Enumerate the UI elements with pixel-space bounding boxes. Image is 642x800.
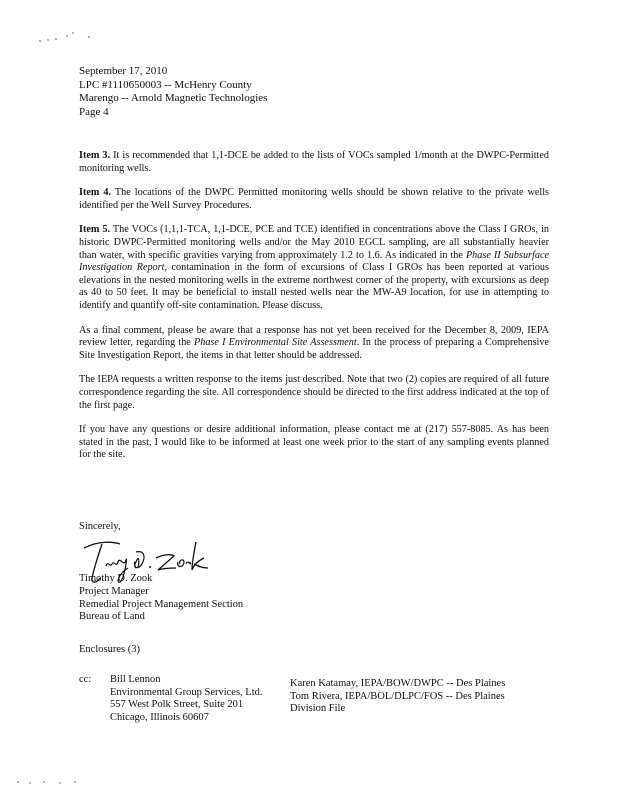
cc-other-recipients <box>290 678 505 716</box>
final-comment-text-a: As a final comment, please be aware that a response has not yet been received for the December 8, 2009, IEPA review letter, regarding the <box>79 324 549 349</box>
signer-section: Remedial Project Management Section <box>79 598 244 610</box>
cc-recipient-line: Karen Katamay, IEPA/BOW/DWPC -- Des Plaines <box>290 678 506 689</box>
lpc-number: LPC #1110650003 -- McHenry County <box>79 78 252 91</box>
cc-recipient-line: Division File <box>290 703 346 715</box>
item-3-label: Item 3. <box>79 150 111 161</box>
site-name: Marengo -- Arnold Magnetic Technologies <box>79 92 268 105</box>
signer-block <box>79 573 243 624</box>
item-5-text-a: The VOCs (1,1,1-TCA, 1,1-DCE, PCE and TCE) identified in concentrations above the Class I GROs, in historic DWPC-Permitted monitoring wells and/or the May 2010 EGCL sampling, are all substantially heavier than water, with specific gravities varying from approximately 1.2 to 1.6. As indicated in the <box>79 224 549 261</box>
enclosures-note: Enclosures (3) <box>79 644 140 655</box>
item-5-report-title: Phase II Subsurface Investigation Report <box>79 249 549 274</box>
item-3-paragraph <box>79 150 549 175</box>
cc-recipient-line: Environmental Group Services, Ltd. <box>110 686 263 698</box>
cc-recipient-line: Chicago, Illinois 60607 <box>110 711 209 723</box>
cc-recipient-line: Bill Lennon <box>110 674 161 685</box>
contact-paragraph: If you have any questions or desire additional information, please contact me at (217) 557-8085. As has been stated in the past, I would like to be informed at least one week prior to the start of any sampling events planned for the site. <box>79 424 549 461</box>
final-comment-paragraph <box>79 325 549 363</box>
cc-recipient-line: Tom Rivera, IEPA/BOL/DLPC/FOS -- Des Plaines <box>290 690 505 702</box>
letter-body <box>79 150 549 474</box>
item-5-text-b: , contamination in the form of excursions of Class I GROs has been reported at various elevations in the nested monitoring wells in the extreme northwest corner of the property, with excursions as deep as 40 to 50 feet. It may be beneficial to install nested wells near the MW-A9 location, for use in attempting to identify and quantify off-site contamination. Please discuss. <box>79 262 549 311</box>
item-4-label: Item 4. <box>79 187 112 199</box>
page-number: Page 4 <box>79 105 109 118</box>
final-comment-report-title: Phase I Environmental Site Assessment <box>194 337 357 349</box>
signer-name: Timothy D. Zook <box>79 573 153 584</box>
closing: Sincerely, <box>79 521 121 532</box>
cc-label: cc: <box>79 674 92 685</box>
letter-header <box>79 65 267 119</box>
final-comment-text-b: . In the process of preparing a Comprehensive Site Investigation Report, the items in that letter should be addressed. <box>79 337 550 361</box>
signer-title: Project Manager <box>79 585 149 597</box>
item-5-label: Item 5. <box>79 224 111 236</box>
signer-bureau: Bureau of Land <box>79 611 145 623</box>
item-4-text: The locations of the DWPC Permitted monitoring wells should be shown relative to the private wells identified per the Well Survey Procedures. <box>79 187 550 211</box>
cc-primary-recipient <box>110 674 263 724</box>
cc-recipient-line: 557 West Polk Street, Suite 201 <box>110 699 244 711</box>
item-5-paragraph <box>79 224 549 312</box>
request-paragraph: The IEPA requests a written response to the items just described. Note that two (2) copies are required of all future correspondence regarding the site. All correspondence should be directed to the first address indicated at the top of the first page. <box>79 374 549 411</box>
item-3-text: It is recommended that 1,1-DCE be added to the lists of VOCs sampled 1/month at the DWPC-Permitted monitoring wells. <box>79 150 549 174</box>
letter-date: September 17, 2010 <box>79 65 168 77</box>
item-4-paragraph <box>79 187 549 212</box>
